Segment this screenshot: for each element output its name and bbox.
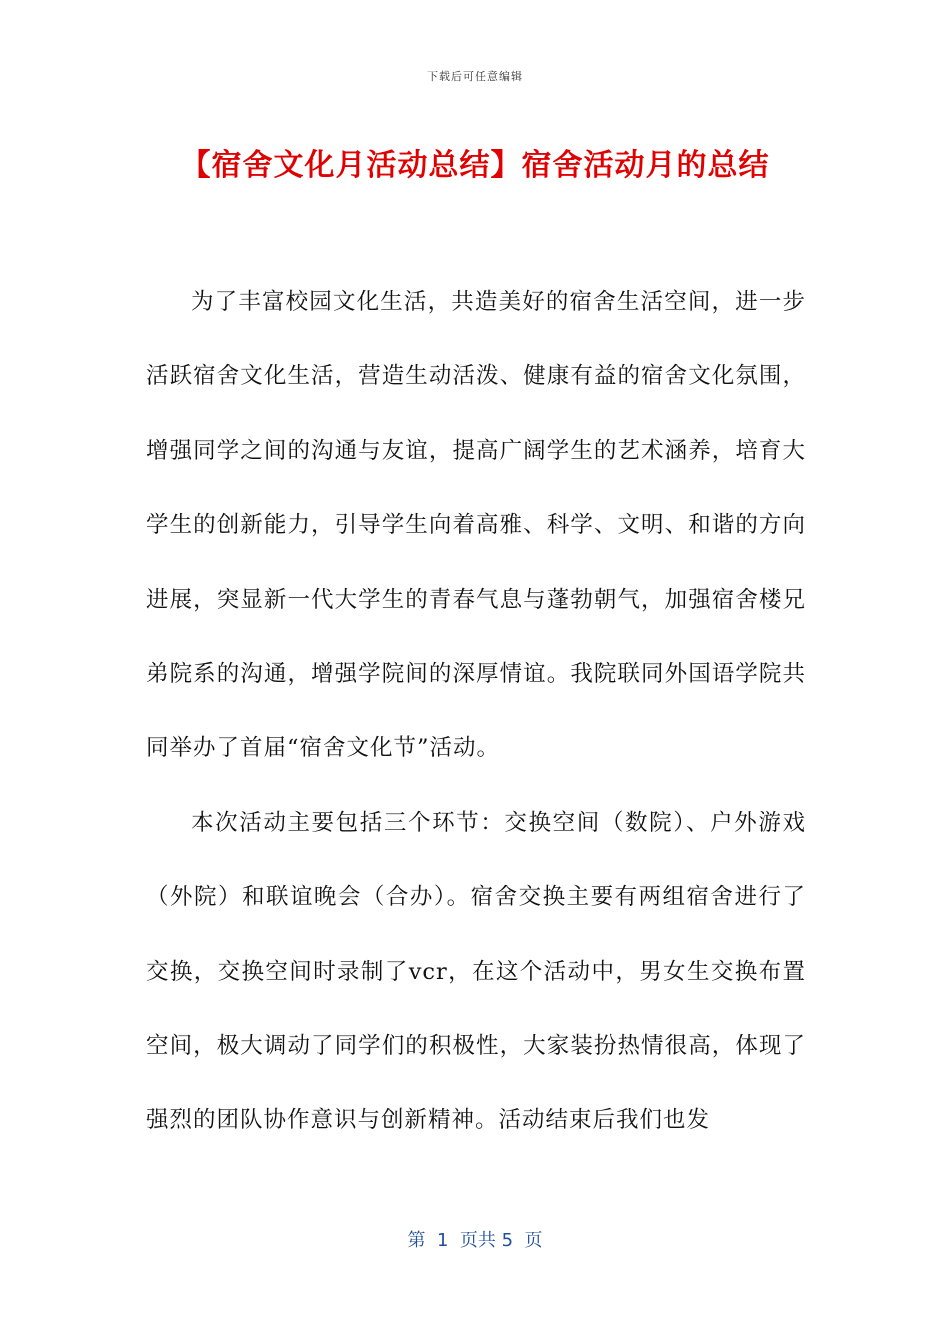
document-body <box>146 265 806 1158</box>
paragraph-2: 本次活动主要包括三个环节：交换空间（数院）、户外游戏（外院）和联谊晚会（合办）。宿舍交换主要有两组宿舍进行了交换，交换空间时录制了vcr，在这个活动中，男女生交换布置空间，极大调动了同学们的积极性，大家装扮热情很高，体现了强烈的团队协作意识与创新精神。活动结束后我们也发 <box>146 809 806 1134</box>
paragraph-1: 为了丰富校园文化生活，共造美好的宿舍生活空间，进一步活跃宿舍文化生活，营造生动活泼、健康有益的宿舍文化氛围，增强同学之间的沟通与友谊，提高广阔学生的艺术涵养，培育大学生的创新能力，引导学生向着高雅、科学、文明、和谐的方向进展，突显新一代大学生的青春气息与蓬勃朝气，加强宿舍楼兄弟院系的沟通，增强学院间的深厚情谊。我院联同外国语学院共同举办了首届“宿舍文化节”活动。 <box>146 289 806 762</box>
page-number-footer: 第 1 页共 5 页 <box>407 1230 543 1251</box>
header-note: 下载后可任意编辑 <box>427 70 523 83</box>
document-title: 【宿舍文化月活动总结】宿舍活动月的总结 <box>180 148 770 183</box>
